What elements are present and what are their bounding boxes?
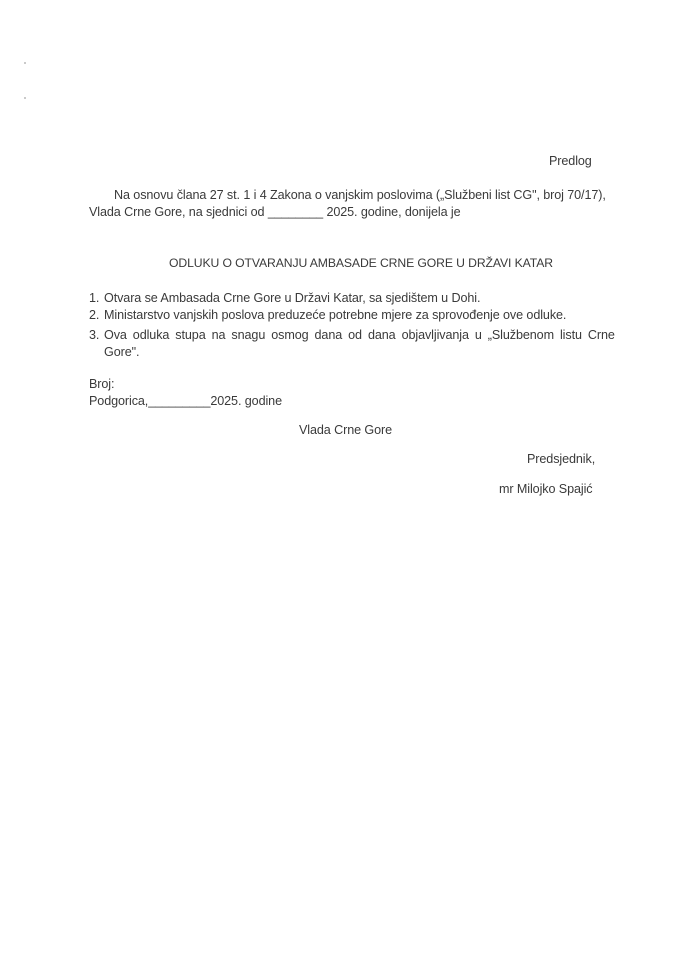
item-number-2: 2.: [89, 308, 100, 322]
signatory-name: mr Milojko Spajić: [499, 482, 593, 496]
place-date: Podgorica,_________2025. godine: [89, 394, 282, 408]
broj-label: Broj:: [89, 377, 115, 391]
signatory-role: Predsjednik,: [527, 452, 596, 466]
scan-speck: [24, 97, 26, 99]
item-text-3-line-2: Gore".: [104, 345, 140, 359]
document-status-label: Predlog: [549, 154, 592, 168]
scan-speck: [24, 62, 26, 64]
issuing-authority: Vlada Crne Gore: [299, 423, 393, 437]
item-number-3: 3.: [89, 328, 100, 342]
item-number-1: 1.: [89, 291, 100, 305]
item-text-2: Ministarstvo vanjskih poslova preduzeće potrebne mjere za sprovođenje ove odluke.: [104, 308, 567, 322]
item-text-1: Otvara se Ambasada Crne Gore u Državi Katar, sa sjedištem u Dohi.: [104, 291, 481, 305]
preamble-line-1: Na osnovu člana 27 st. 1 i 4 Zakona o vanjskim poslovima („Službeni list CG", broj 70/17),: [114, 188, 606, 202]
preamble-line-2: Vlada Crne Gore, na sjednici od ________ 2025. godine, donijela je: [89, 205, 461, 219]
decision-title: ODLUKU O OTVARANJU AMBASADE CRNE GORE U DRŽAVI KATAR: [169, 256, 553, 270]
item-text-3-line-1: Ova odluka stupa na snagu osmog dana od dana objavljivanja u „Službenom listu Crne: [104, 328, 615, 342]
